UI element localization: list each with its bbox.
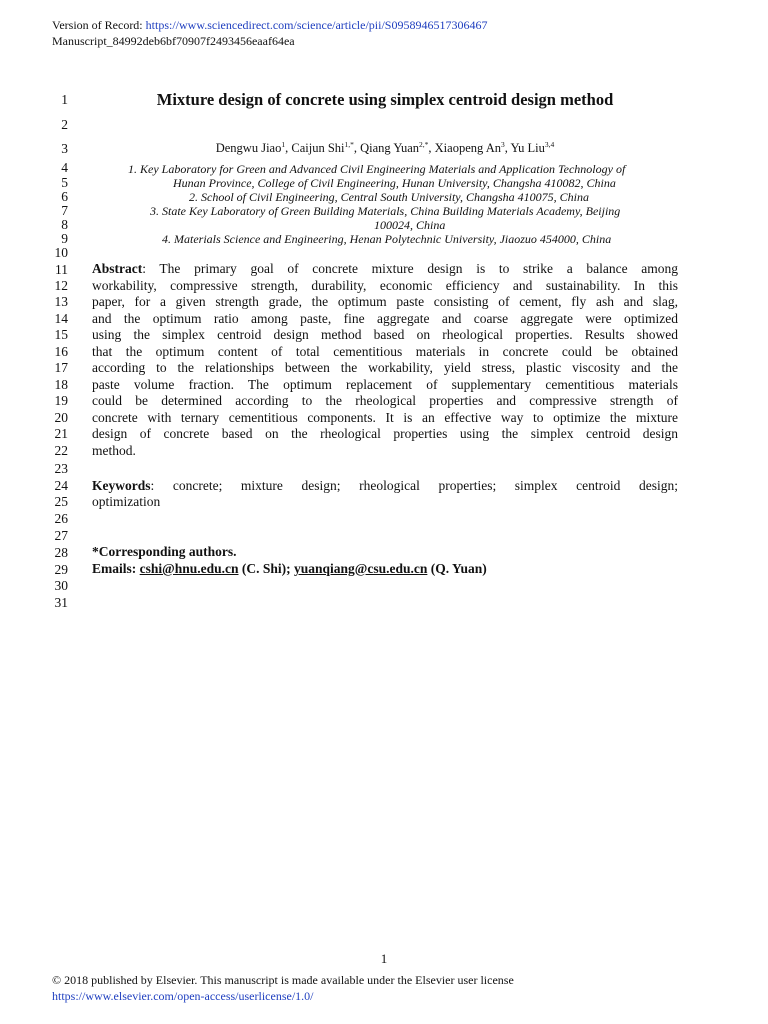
line-number: 1 bbox=[61, 92, 68, 107]
line-number: 2 bbox=[61, 117, 68, 132]
line-number: 16 bbox=[54, 344, 68, 359]
line-number: 5 bbox=[61, 175, 68, 190]
affiliation-2: 2. School of Civil Engineering, Central South University, Changsha 410075, China bbox=[189, 190, 589, 204]
abstract-line: paper, for a given strength grade, the optimum paste consisting of cement, fly ash and slag, bbox=[92, 294, 678, 309]
affiliation-4: 4. Materials Science and Engineering, Henan Polytechnic University, Jiaozuo 454000, China bbox=[162, 232, 612, 246]
author-name: Dengwu Jiao bbox=[215, 141, 282, 155]
author-list bbox=[92, 141, 678, 156]
abstract-line: that the optimum content of total cementitious materials in concrete could be obtained bbox=[92, 343, 678, 359]
abstract-line: concrete with ternary cementitious components. It is an effective way to optimize the mixture bbox=[92, 409, 678, 425]
author-affiliation-mark: 3 bbox=[500, 140, 505, 149]
paper-title: Mixture design of concrete using simplex centroid design method bbox=[156, 90, 614, 109]
version-url-link[interactable]: https://www.sciencedirect.com/science/article/pii/S0958946517306467 bbox=[145, 18, 488, 32]
line-number: 17 bbox=[54, 360, 68, 375]
line-number: 29 bbox=[54, 562, 68, 577]
abstract-line: design of concrete based on the rheological properties using the simplex centroid design bbox=[92, 426, 678, 441]
line-number: 25 bbox=[54, 494, 68, 509]
line-number: 23 bbox=[54, 461, 68, 476]
abstract-label: Abstract bbox=[92, 261, 143, 276]
line-number: 19 bbox=[54, 393, 68, 408]
line-number: 21 bbox=[54, 426, 68, 441]
author-name: Xiaopeng An bbox=[434, 141, 501, 155]
line-number: 7 bbox=[61, 203, 68, 218]
author-separator: , bbox=[428, 141, 435, 155]
line-number: 11 bbox=[55, 262, 68, 277]
abstract-line: method. bbox=[92, 442, 136, 458]
license-url-link[interactable]: https://www.elsevier.com/open-access/userlicense/1.0/ bbox=[52, 989, 314, 1003]
affiliation-1-line-1: 1. Key Laboratory for Green and Advanced Civil Engineering Materials and Application Technology of bbox=[128, 162, 626, 176]
affiliation-3-line-1: 3. State Key Laboratory of Green Building Materials, China Building Materials Academy, Beijing bbox=[150, 204, 621, 218]
corresponding-heading: *Corresponding authors. bbox=[92, 544, 237, 559]
keywords-line: optimization bbox=[92, 494, 161, 509]
line-number: 15 bbox=[54, 327, 68, 342]
line-number: 27 bbox=[54, 528, 68, 543]
line-number: 31 bbox=[54, 595, 68, 610]
version-label: Version of Record: bbox=[52, 18, 146, 32]
line-number: 3 bbox=[61, 141, 68, 156]
line-number: 20 bbox=[54, 410, 68, 425]
author-affiliation-mark: 2,* bbox=[419, 140, 429, 149]
page-number: 1 bbox=[380, 951, 388, 966]
line-number: 30 bbox=[54, 578, 68, 593]
line-number: 9 bbox=[61, 231, 68, 246]
line-number: 12 bbox=[54, 278, 68, 293]
author-name: Caijun Shi bbox=[291, 141, 345, 155]
line-number: 13 bbox=[54, 294, 68, 309]
author-separator: , bbox=[504, 141, 511, 155]
line-number: 22 bbox=[54, 443, 68, 458]
author-affiliation-mark: 3,4 bbox=[544, 140, 555, 149]
author-separator: , bbox=[353, 141, 361, 155]
line-number: 18 bbox=[54, 377, 68, 392]
affiliation-3-line-2: 100024, China bbox=[374, 218, 446, 232]
abstract-line: and the optimum ratio among paste, fine aggregate and coarse aggregate were optimized bbox=[92, 310, 678, 326]
line-number: 28 bbox=[54, 545, 68, 560]
line-number: 4 bbox=[61, 160, 68, 175]
line-number: 8 bbox=[61, 217, 68, 232]
abstract-line: workability, compressive strength, durability, economic efficiency and sustainability. In this bbox=[92, 277, 678, 293]
abstract-line: Abstract: The primary goal of concrete mixture design is to strike a balance among bbox=[92, 261, 678, 276]
author-name: Yu Liu bbox=[510, 141, 545, 155]
email-link-yuan[interactable]: yuanqiang@csu.edu.cn bbox=[294, 561, 428, 576]
manuscript-id: Manuscript_84992deb6bf70907f2493456eaaf64ea bbox=[52, 34, 295, 48]
abstract-line: could be determined according to the rheological properties and compressive strength of bbox=[92, 393, 678, 408]
author-affiliation-mark: 1 bbox=[281, 140, 286, 149]
line-number: 6 bbox=[61, 189, 68, 204]
author-name: Qiang Yuan bbox=[360, 141, 420, 155]
license-text: © 2018 published by Elsevier. This manuscript is made available under the Elsevier user license bbox=[52, 973, 514, 987]
abstract-line: using the simplex centroid design method based on rheological properties. Results showed bbox=[92, 327, 678, 342]
line-number: 10 bbox=[54, 245, 68, 260]
abstract-line: paste volume fraction. The optimum replacement of supplementary cementitious materials bbox=[92, 376, 678, 392]
email-link-shi[interactable]: cshi@hnu.edu.cn bbox=[139, 561, 239, 576]
line-number: 24 bbox=[54, 478, 68, 493]
keywords-label: Keywords bbox=[92, 477, 151, 493]
line-number: 26 bbox=[54, 511, 68, 526]
affiliation-1-line-2: Hunan Province, College of Civil Engineering, Hunan University, Changsha 410082, China bbox=[173, 176, 616, 190]
abstract-line: according to the relationships between the workability, yield stress, plastic viscosity and the bbox=[92, 360, 678, 375]
author-affiliation-mark: 1,* bbox=[344, 140, 354, 149]
corresponding-emails: Emails: cshi@hnu.edu.cn (C. Shi); yuanqiang@csu.edu.cn (Q. Yuan) bbox=[92, 561, 487, 576]
keywords-line: Keywords: concrete; mixture design; rheological properties; simplex centroid design; bbox=[92, 477, 678, 493]
author-separator: , bbox=[285, 141, 292, 155]
line-number: 14 bbox=[54, 311, 68, 326]
version-of-record bbox=[52, 18, 487, 32]
